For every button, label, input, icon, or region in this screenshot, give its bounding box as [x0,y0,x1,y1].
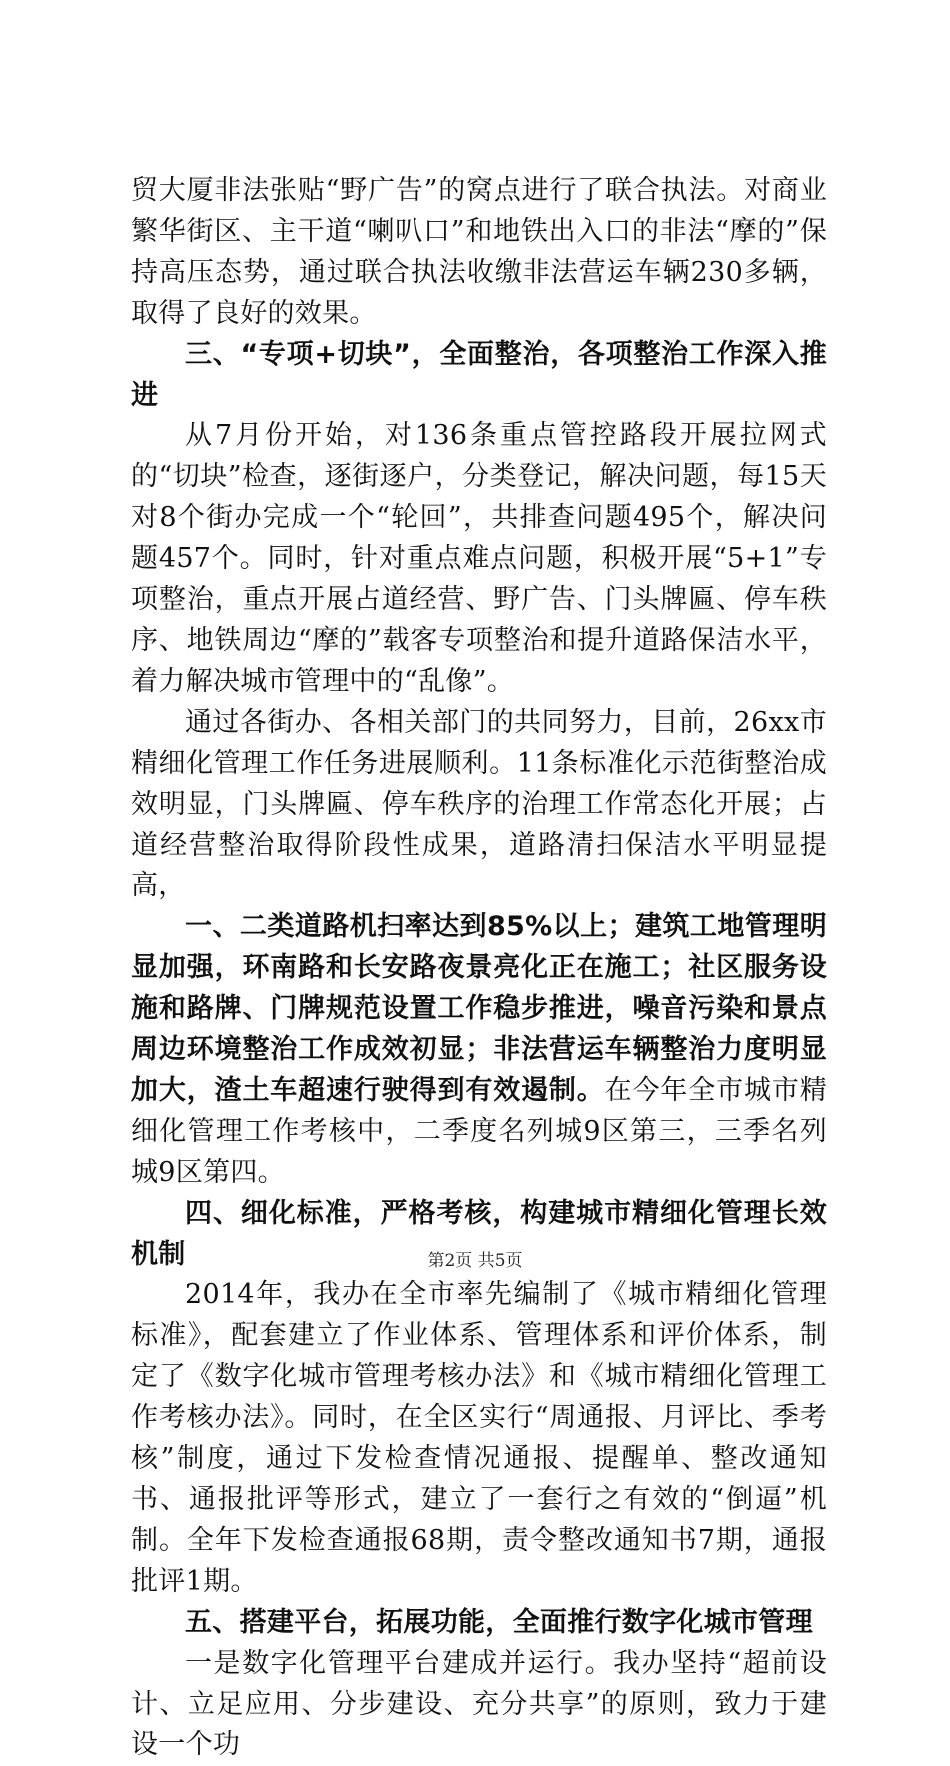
paragraph-section-5: 一是数字化管理平台建成并运行。我办坚持“超前设计、立足应用、分步建设、充分共享”的原则，致力于建设一个功 [131,1647,827,1761]
paragraph-section-3: 从7月份开始，对136条重点管控路段开展拉网式的“切块”检查，逐街逐户，分类登记，解决问题，每15天对8个街办完成一个“轮回”，共排查问题495个，解决问题457个。同时，针对重点难点问题，积极开展“5+1”专项整治，重点开展占道经营、野广告、门头牌匾、停车秩序、地铁周边“摩的”载客专项整治和提升道路保洁水平，着力解决城市管理中的“乱像”。 [131,420,827,697]
section-heading-5: 五、搭建平台，拓展功能，全面推行数字化城市管理 [185,1606,813,1638]
paragraph-results [131,907,827,1193]
section-heading-3: 三、“专项+切块”，全面整治，各项整治工作深入推进 [131,338,827,411]
section-heading-4: 四、细化标准，严格考核，构建城市精细化管理长效机制 [131,1197,827,1270]
page-number-footer: 第2页 共5页 [427,1251,523,1271]
paragraph-progress: 通过各街办、各相关部门的共同努力，目前，26xx市精细化管理工作任务进展顺利。11条标准化示范街整治成效明显，门头牌匾、停车秩序的治理工作常态化开展；占道经营整治取得阶段性成果，道路清扫保洁水平明显提高， [131,706,827,902]
paragraph-results-rest: 在今年全市城市精细化管理工作考核中，二季度名列城9区第三，三季名列城9区第四。 [131,1074,827,1188]
paragraph-results-bold: 一、二类道路机扫率达到85%以上；建筑工地管理明显加强，环南路和长安路夜景亮化正在施工；社区服务设施和路牌、门牌规范设置工作稳步推进，噪音污染和景点周边环境整治工作成效初显；非法营运车辆整治力度明显加大，渣土车超速行驶得到有效遏制。 [131,911,827,1106]
paragraph-section-4: 2014年，我办在全市率先编制了《城市精细化管理标准》，配套建立了作业体系、管理体系和评价体系，制定了《数字化城市管理考核办法》和《城市精细化管理工作考核办法》。同时，在全区实行“周通报、月评比、季考核”制度，通过下发检查情况通报、提醒单、整改通知书、通报批评等形式，建立了一套行之有效的“倒逼”机制。全年下发检查通报68期，责令整改通知书7期，通报批评1期。 [131,1279,827,1597]
paragraph-continuation: 贸大厦非法张贴“野广告”的窝点进行了联合执法。对商业繁华街区、主干道“喇叭口”和地铁出入口的非法“摩的”保持高压态势，通过联合执法收缴非法营运车辆230多辆，取得了良好的效果。 [131,175,827,329]
document-body [131,171,827,1766]
